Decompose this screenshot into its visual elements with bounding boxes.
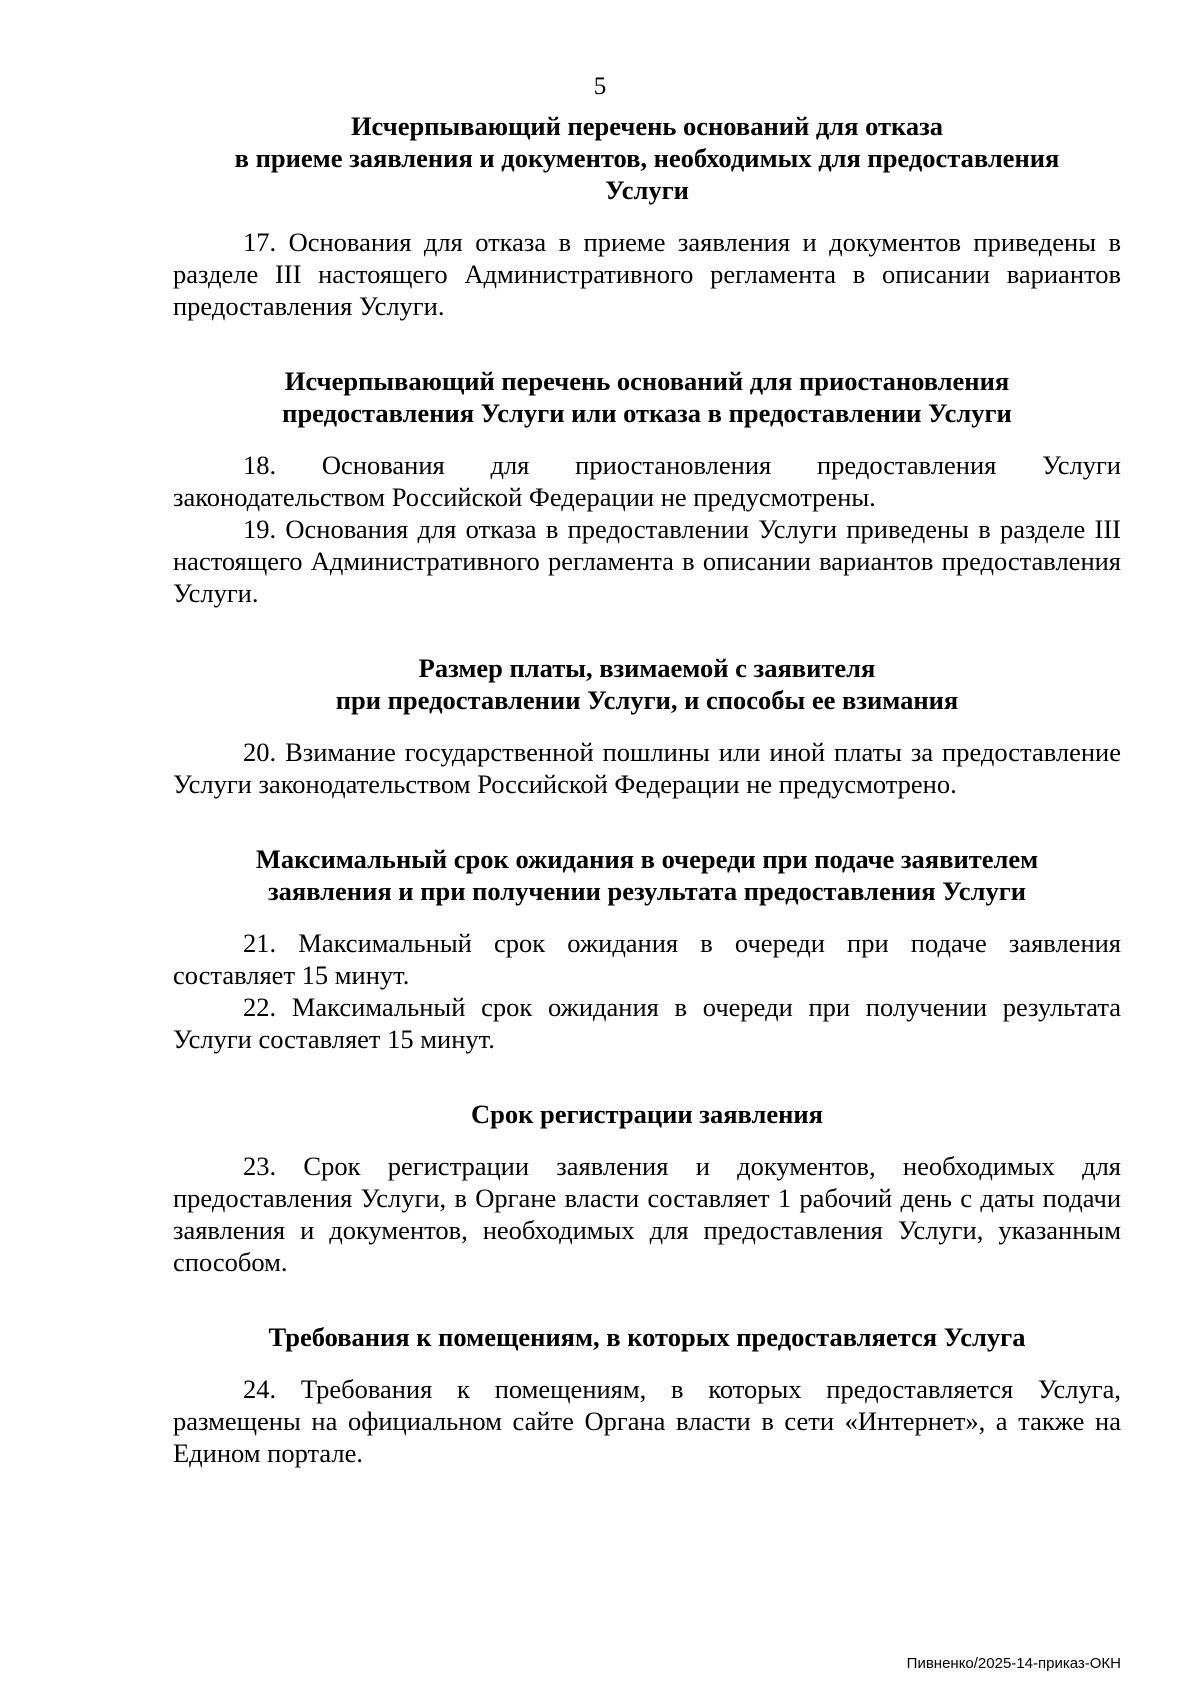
paragraph-21: 21. Максимальный срок ожидания в очереди при подаче заявления составляет 15 минут. [173, 928, 1121, 990]
paragraph-23: 23. Срок регистрации заявления и документов, необходимых для предоставления Услуги, в Органе власти составляет 1 рабочий день с даты подачи заявления и документов, необходимых для предоставления Услуги, указанным способом. [173, 1151, 1121, 1277]
paragraph-24: 24. Требования к помещениям, в которых предоставляется Услуга, размещены на официальном сайте Органа власти в сети «Интернет», а также на Едином портале. [173, 1374, 1121, 1468]
heading-line: при предоставлении Услуги, и способы ее взимания [335, 685, 959, 715]
paragraph-19: 19. Основания для отказа в предоставлении Услуги приведены в разделе III настоящего Административного регламента в описании вариантов предоставления Услуги. [173, 514, 1121, 608]
section-heading [173, 652, 1121, 716]
heading-line: Размер платы, взимаемой с заявителя [418, 653, 876, 683]
section-fee [173, 652, 1121, 800]
section-suspension-refusal [173, 365, 1121, 609]
heading-line: в приеме заявления и документов, необходимых для предоставления [234, 143, 1060, 173]
heading-line: заявления и при получении результата предоставления Услуги [267, 876, 1026, 906]
page-number: 5 [593, 73, 607, 100]
heading-line: Срок регистрации заявления [470, 1099, 824, 1129]
section-queue-time [173, 843, 1121, 1055]
heading-line: Максимальный срок ожидания в очереди при подаче заявителем [255, 844, 1039, 874]
paragraph-18: 18. Основания для приостановления предоставления Услуги законодательством Российской Федерации не предусмотрены. [173, 450, 1121, 512]
section-heading [173, 1098, 1121, 1130]
section-refusal-acceptance [173, 110, 1121, 322]
document-content [173, 110, 1121, 1469]
section-registration [173, 1098, 1121, 1278]
paragraph-20: 20. Взимание государственной пошлины или иной платы за предоставление Услуги законодательством Российской Федерации не предусмотрено. [173, 737, 1121, 799]
paragraph-17: 17. Основания для отказа в приеме заявления и документов приведены в разделе III настоящего Административного регламента в описании вариантов предоставления Услуги. [173, 227, 1121, 321]
section-heading [173, 1321, 1121, 1353]
section-heading [173, 365, 1121, 429]
heading-line: Исчерпывающий перечень оснований для отказа [350, 111, 944, 141]
heading-line: Требования к помещениям, в которых предоставляется Услуга [268, 1322, 1026, 1352]
document-footer-code: Пивненко/2025-14-приказ-ОКН [906, 1655, 1121, 1672]
paragraph-22: 22. Максимальный срок ожидания в очереди при получении результата Услуги составляет 15 минут. [173, 992, 1121, 1054]
heading-line: Услуги [605, 175, 689, 205]
section-heading [173, 110, 1121, 206]
section-heading [173, 843, 1121, 907]
heading-line: предоставления Услуги или отказа в предоставлении Услуги [282, 398, 1012, 428]
heading-line: Исчерпывающий перечень оснований для приостановления [284, 366, 1010, 396]
section-premises [173, 1321, 1121, 1469]
